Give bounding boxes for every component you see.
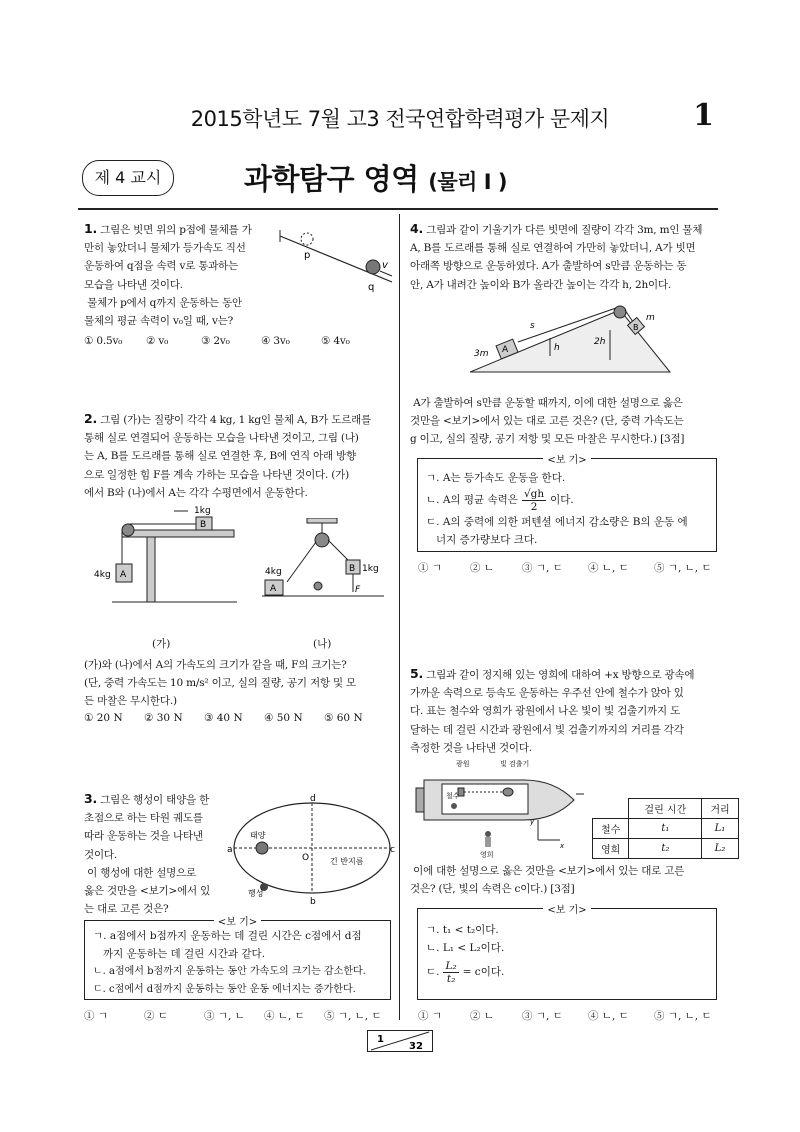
header-rule [78,208,718,210]
choice[interactable]: ④ ㄴ, ㄷ [588,1010,629,1022]
q2-line: 에서 B와 (나)에서 A는 각각 수평면에서 운동한다. [84,486,308,499]
x-axis-label: x [560,842,565,850]
q4-line: A가 출발하여 s만큼 운동할 때까지, 이에 대한 설명으로 옳은 [413,397,683,409]
choice[interactable]: ④ ㄴ, ㄷ [588,562,629,574]
box-title: <보 기> [543,455,590,466]
point-p-label: p [304,250,311,261]
question-2 [84,410,389,502]
fraction [522,488,546,513]
question-5 [410,665,720,757]
option-item: ㄱ. a점에서 b점까지 운동하는 데 걸린 시간은 c점에서 d점 [93,930,362,942]
q1-choices [84,332,384,350]
double-incline [470,310,670,372]
option-item: ㄱ. t₁ < t₂이다. [426,924,499,936]
q5-line: 그림과 같이 정지해 있는 영희에 대하여 +x 방향으로 광속에 [426,669,695,681]
block-b-label: B [633,323,639,332]
q2-figure-na [262,518,387,618]
option-text: ㄴ. A의 평균 속력은 [426,494,518,506]
q5-line: 다. 표는 철수와 영희가 광원에서 나온 빛이 빛 검출기까지 도 [410,705,681,718]
table-header-cell: 거리 [702,799,738,819]
pulley-small-icon [314,582,322,590]
height-2h-label: 2h [594,337,606,347]
planet-label: 행성 [248,889,264,898]
q4-number: 4. [410,221,424,236]
q3-line: 것이다. [84,848,117,861]
choice[interactable]: ② v₀ [146,335,169,348]
choice[interactable]: ① ㄱ [84,1010,108,1022]
q3-line: 는 대로 고른 것은? [84,903,169,916]
q4-line: A, B를 도르래를 통해 실로 연결하여 가만히 놓았더니, A가 빗면 [410,242,696,255]
table-cell: L₁ [702,819,738,839]
q2-number: 2. [84,411,98,426]
point-d-label: d [310,794,316,804]
choice[interactable]: ⑤ 4v₀ [321,335,350,348]
younghee-label: 영희 [480,851,494,858]
q1-line: 운동하여 q점을 속력 v로 통과하는 [84,260,239,273]
q4-line: 아래쪽 방향으로 운동하였다. A가 출발하여 s만큼 운동하는 동 [410,260,687,273]
fraction-numerator: √gh [523,487,545,500]
block-b-label: B [200,520,207,530]
page-indicator [367,1030,433,1052]
younghee-body [485,837,491,847]
block-b-mass: 1kg [194,506,211,516]
sun-icon [256,842,268,854]
choice[interactable]: ③ ㄱ, ㄴ [204,1010,245,1022]
fraction-denominator: t₂ [446,972,456,985]
option-text: 이다. [550,494,574,506]
choice[interactable]: ③ 40 N [204,712,243,724]
incline-line [280,236,392,282]
footer-total: 32 [409,1041,423,1052]
q3-number: 3. [84,791,98,806]
point-a-label: a [227,845,233,855]
q2-question [84,656,389,711]
option-text: ㄷ. [426,966,440,978]
q3-line: 따라 운동하는 것을 나타낸 [84,830,203,843]
block-b-mass: 1kg [362,564,379,574]
page-number: 1 [693,98,714,133]
subject-title [244,157,507,198]
q3-options-box [84,917,391,1000]
q4-line: 것만을 <보기>에서 있는 대로 고른 것은? (단, 중력 가속도는 [410,415,684,428]
q3-choices [84,1008,382,1023]
q5-question [410,862,720,898]
q1-line: 모습을 나타낸 것이다. [84,278,183,291]
fraction-numerator: L₂ [445,959,457,972]
table-cell: t₁ [629,819,702,839]
table-top [122,530,234,537]
block-a-label: A [270,584,277,594]
question-4 [410,220,720,294]
table-row [593,839,739,859]
q5-measurement-table [592,798,739,859]
session-badge: 제 4 교시 [82,160,174,196]
table-cell: L₂ [702,839,738,859]
option-item: ㄷ. c점에서 d점까지 운동하는 동안 운동 에너지는 증가한다. [93,984,356,995]
option-item: ㄱ. A는 등가속도 운동을 한다. [426,472,566,484]
choice[interactable]: ② ㄴ [470,1010,494,1022]
option-item: 까지 운동하는 데 걸린 시간과 같다. [93,948,266,960]
q2-fig-na-label: (나) [313,638,332,650]
q3-line: 옳은 것만을 <보기>에서 있 [84,885,211,898]
light-source-label: 광원 [456,760,470,768]
q4-question [410,394,720,449]
pulley-icon [315,533,329,547]
column-divider [399,214,400,1020]
q5-line: 가까운 속력으로 등속도 운동하는 우주선 안에 철수가 앉아 있 [410,687,684,700]
q3-line: 그림은 행성이 태양을 한 [100,794,210,806]
point-c-label: c [390,845,395,855]
table-header-cell [593,799,629,819]
table-cell: 철수 [593,819,629,839]
q3-line: 초점으로 하는 타원 궤도를 [84,812,203,825]
q2-fig-ga-label: (가) [152,638,171,650]
table-leg [147,537,155,602]
velocity-arrow [380,271,392,276]
sun-label: 태양 [250,831,266,840]
q1-line: 그림은 빗면 위의 p점에 물체를 가 [100,224,252,236]
choice[interactable]: ① ㄱ [418,562,442,574]
q5-line: 이에 대한 설명으로 옳은 것만을 <보기>에서 있는 대로 고른 [413,865,685,877]
distance-s-label: s [530,321,535,331]
q1-line: 물체의 평균 속력이 v₀일 때, v는? [84,315,234,328]
question-3 [84,790,234,918]
q2-line: 통해 실로 연결되어 운동하는 모습을 나타낸 것이고, 그림 (나) [84,432,359,445]
q3-line: 이 행성에 대한 설명으로 [87,866,196,879]
option-text: = c이다. [462,966,505,978]
choice[interactable]: ① 0.5v₀ [84,335,123,348]
detector-label: 빛 검출기 [500,760,530,768]
height-h-label: h [554,343,560,353]
block-a-mass: 4kg [94,570,111,580]
choice[interactable]: ⑤ 60 N [324,712,363,724]
choice[interactable]: ④ 3v₀ [261,335,290,348]
spaceship-engine [416,788,424,812]
fraction-denominator: 2 [530,500,538,513]
q4-options-box [417,455,717,552]
table-header-row [593,799,739,819]
q5-line: 달하는 데 걸린 시간과 광원에서 빛 검출기까지의 거리를 각각 [410,723,684,736]
start-position-icon [301,233,313,245]
string [287,542,316,582]
choice[interactable]: ② 30 N [144,712,183,724]
footer-page: 1 [377,1034,384,1045]
q3-orbit-figure [226,794,396,906]
choice[interactable]: ② ㄷ [144,1010,168,1022]
q1-number: 1. [84,221,98,236]
table-header-cell: 걸린 시간 [629,799,702,819]
semi-axis-label: 긴 반지름 [330,857,364,866]
choice[interactable]: ③ 2v₀ [201,335,230,348]
block-b-label: B [349,564,356,574]
detector-icon [503,788,513,796]
box-title: <보 기> [543,905,590,916]
block-a-label: A [120,570,127,580]
q1-line: 만히 놓았더니 물체가 등가속도 직선 [84,242,246,255]
q4-choices [418,560,712,575]
younghee-icon [485,831,491,837]
option-item: ㄴ. a점에서 b점까지 운동하는 동안 가속도의 크기는 감소한다. [93,966,366,977]
subject-sub: (물리 I ) [428,170,507,194]
cheolsu-icon [451,803,457,809]
table-cell: t₂ [629,839,702,859]
q1-incline-figure [276,224,396,300]
q1-line: 물체가 p에서 q까지 운동하는 동안 [87,296,242,309]
subject-name: 과학탐구 영역 [244,162,419,196]
table-cell: 영희 [593,839,629,859]
string [328,540,348,560]
q4-incline-figure [470,300,710,380]
q5-line: 것은? (단, 빛의 속력은 c이다.) [3점] [410,883,575,896]
q4-line: 안, A가 내려간 높이와 B가 올라간 높이는 각각 h, 2h이다. [410,278,672,291]
block-b-mass: m [646,313,655,323]
q2-line: 그림 (가)는 질량이 각각 4 kg, 1 kg인 물체 A, B가 도르래를 [100,414,372,426]
q2-line: (가)와 (나)에서 A의 가속도의 크기가 같을 때, F의 크기는? [84,659,347,671]
option-item: ㄴ. L₁ < L₂이다. [426,942,505,954]
q5-spaceship-figure [414,758,584,858]
option-item [426,487,708,513]
q2-line: (단, 중력 가속도는 10 m/s² 이고, 실의 질량, 공기 저항 및 모 [84,677,356,690]
q4-line: 그림과 같이 기울기가 다른 빗면에 질량이 각각 3m, m인 물체 [426,224,703,236]
velocity-label: v [382,260,388,271]
q5-number: 5. [410,666,424,681]
q5-line: 측정한 것을 나타낸 것이다. [410,741,532,754]
q5-choices [418,1008,712,1023]
q2-line: 으로 일정한 힘 F를 계속 가하는 모습을 나타낸 것이다. (가) [84,468,349,481]
point-b-label: b [310,897,316,906]
exam-title: 2015학년도 7월 고3 전국연합학력평가 문제지 [190,107,610,131]
y-axis-label: y [530,818,535,826]
choice[interactable]: ② ㄴ [470,562,494,574]
choice[interactable]: ⑤ ㄱ, ㄴ, ㄷ [654,562,712,574]
fraction [443,960,458,985]
block-a-label: A [502,345,509,355]
q2-line: 든 마찰은 무시한다.) [84,695,177,708]
center-o-label: O [302,853,310,863]
cheolsu-label: 철수 [446,792,460,800]
q4-line: g 이고, 실의 질량, 공기 저항 및 모든 마찰은 무시한다.) [3점] [410,433,685,446]
table-row [593,819,739,839]
pulley-icon [122,524,134,536]
q5-options-box [417,905,717,1000]
choice[interactable]: ⑤ ㄱ, ㄴ, ㄷ [654,1010,712,1022]
ceiling [307,518,337,523]
point-q-label: q [368,282,375,293]
choice[interactable]: ④ 50 N [264,712,303,724]
object-ball-icon [366,260,380,274]
choice[interactable]: ③ ㄱ, ㄷ [522,562,563,574]
option-item: 너지 증가량보다 크다. [426,534,538,546]
block-a-mass: 3m [474,349,489,359]
choice[interactable]: ① ㄱ [418,1010,442,1022]
box-title: <보 기> [214,917,261,928]
choice[interactable]: ④ ㄴ, ㄷ [264,1010,305,1022]
q2-figure-ga [92,502,242,617]
option-item: ㄷ. A의 중력에 의한 퍼텐셜 에너지 감소량은 B의 운동 에 [426,516,688,528]
force-label: F [355,585,361,595]
choice[interactable]: ③ ㄱ, ㄷ [522,1010,563,1022]
choice[interactable]: ① 20 N [84,712,123,724]
block-a-mass: 4kg [265,567,282,577]
q2-line: 는 A, B를 도르래를 통해 실로 연결한 후, B에 연직 아래 방향 [84,450,357,463]
choice[interactable]: ⑤ ㄱ, ㄴ, ㄷ [324,1010,382,1022]
q2-choices [84,712,363,724]
option-item [426,957,708,987]
